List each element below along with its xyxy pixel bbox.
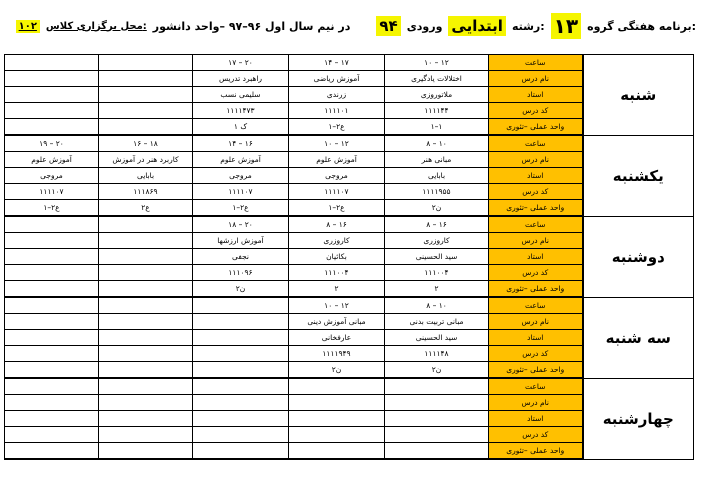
schedule-cell [5, 443, 99, 460]
schedule-cell: ۲ن [289, 362, 385, 379]
entry-value: ۹۴ [376, 16, 400, 36]
schedule-cell [5, 314, 99, 330]
row-label: کد درس [489, 346, 583, 362]
schedule-cell [193, 362, 289, 379]
schedule-cell [385, 443, 489, 460]
location-value: ۱۰۲ [16, 20, 40, 33]
schedule-row [5, 297, 694, 314]
schedule-cell [5, 362, 99, 379]
schedule-cell [5, 265, 99, 281]
schedule-cell: ۱۹ – ۲۰ [5, 135, 99, 152]
schedule-cell [99, 427, 193, 443]
schedule-cell [193, 330, 289, 346]
schedule-cell: ۱۰ – ۱۲ [385, 55, 489, 71]
schedule-cell: عارفخانی [289, 330, 385, 346]
row-label: نام درس [489, 314, 583, 330]
schedule-cell [5, 411, 99, 427]
schedule-cell: ۲ن [385, 200, 489, 217]
schedule-cell: ۱۱۱۱۴۷۳ [193, 103, 289, 119]
schedule-cell: ۱۰ – ۱۲ [289, 135, 385, 152]
schedule-row [5, 378, 694, 395]
schedule-cell [193, 427, 289, 443]
schedule-cell: آموزش ریاضی [289, 71, 385, 87]
location-label: محل برگزاری کلاس: [45, 20, 147, 32]
row-label: نام درس [489, 395, 583, 411]
row-label: واحد عملی –تئوری [489, 119, 583, 136]
schedule-cell: ۱۱۱۸۶۹ [99, 184, 193, 200]
schedule-cell: ۱۸ – ۲۰ [193, 216, 289, 233]
schedule-cell [99, 55, 193, 71]
schedule-cell [289, 427, 385, 443]
schedule-cell: ۱۱۱۰۰۴ [289, 265, 385, 281]
schedule-cell: مبانی هنر [385, 152, 489, 168]
schedule-cell [385, 427, 489, 443]
row-label: نام درس [489, 71, 583, 87]
row-label: ساعت [489, 135, 583, 152]
schedule-cell: ۱۱۱۱۴۸ [385, 346, 489, 362]
schedule-cell: ۲ [385, 281, 489, 298]
schedule-cell [99, 411, 193, 427]
day-name: دوشنبه [583, 216, 694, 297]
schedule-cell: ۱۷ – ۲۰ [193, 55, 289, 71]
schedule-cell [193, 411, 289, 427]
schedule-cell [99, 330, 193, 346]
schedule-cell: آموزش علوم [193, 152, 289, 168]
day-name: سه شنبه [583, 297, 694, 378]
schedule-cell: راهبرد تدریس [193, 71, 289, 87]
schedule-cell: ۱–۲ع [193, 200, 289, 217]
row-label: استاد [489, 168, 583, 184]
schedule-cell: ۱۰ – ۱۲ [289, 297, 385, 314]
schedule-cell [193, 297, 289, 314]
schedule-cell [99, 378, 193, 395]
schedule-cell: ۲ن [193, 281, 289, 298]
schedule-cell: ۱۴ – ۱۷ [289, 55, 385, 71]
schedule-cell [99, 346, 193, 362]
day-name: یکشنبه [583, 135, 694, 216]
schedule-cell: ۱۱۱۱۴۴ [385, 103, 489, 119]
row-label: واحد عملی –تئوری [489, 362, 583, 379]
schedule-title [8, 8, 696, 44]
schedule-cell [99, 297, 193, 314]
schedule-cell: بابایی [385, 168, 489, 184]
schedule-cell [193, 378, 289, 395]
schedule-cell: کاروزری [289, 233, 385, 249]
schedule-cell: بکائیان [289, 249, 385, 265]
schedule-cell [5, 378, 99, 395]
schedule-cell: ۸ – ۱۶ [385, 216, 489, 233]
schedule-cell: ۱۱۱۰۰۴ [385, 265, 489, 281]
schedule-cell: زرندی [289, 87, 385, 103]
row-label: استاد [489, 330, 583, 346]
row-label: استاد [489, 249, 583, 265]
schedule-table [4, 54, 694, 460]
schedule-cell: ۱۱۱۰۹۶ [193, 265, 289, 281]
row-label: کد درس [489, 427, 583, 443]
row-label: کد درس [489, 184, 583, 200]
schedule-cell [5, 216, 99, 233]
schedule-cell [385, 411, 489, 427]
schedule-cell: ۱–۱ [385, 119, 489, 136]
row-label: نام درس [489, 233, 583, 249]
row-label: استاد [489, 87, 583, 103]
schedule-cell [5, 71, 99, 87]
schedule-cell: آموزش علوم [289, 152, 385, 168]
schedule-cell: ۱۱۱۱۰۷ [193, 184, 289, 200]
schedule-cell [99, 249, 193, 265]
schedule-cell [193, 314, 289, 330]
schedule-cell: سید الحسینی [385, 249, 489, 265]
schedule-cell: ۸ – ۱۰ [385, 297, 489, 314]
schedule-cell [5, 233, 99, 249]
schedule-row [5, 216, 694, 233]
schedule-cell: آموزش علوم [5, 152, 99, 168]
schedule-cell: ۲ن [385, 362, 489, 379]
schedule-cell [5, 427, 99, 443]
schedule-cell: ۱۱۱۱۰۷ [289, 184, 385, 200]
schedule-cell [5, 87, 99, 103]
schedule-cell [289, 443, 385, 460]
schedule-cell: کاربرد هنر در آموزش [99, 152, 193, 168]
schedule-cell: نجفی [193, 249, 289, 265]
schedule-cell [99, 119, 193, 136]
schedule-cell: ۱۱۱۱۰۱ [289, 103, 385, 119]
schedule-cell [99, 216, 193, 233]
schedule-row [5, 55, 694, 71]
schedule-cell [193, 443, 289, 460]
field-label: رشته: [511, 19, 545, 33]
schedule-cell: ۱۱۱۱۹۴۹ [289, 346, 385, 362]
schedule-cell: ۱–۲ع [289, 200, 385, 217]
schedule-cell [5, 395, 99, 411]
day-name: چهارشنبه [583, 378, 694, 459]
schedule-cell: ۲ع [99, 200, 193, 217]
schedule-cell [99, 362, 193, 379]
schedule-cell: سلیمی نسب [193, 87, 289, 103]
schedule-cell: ۱۴ – ۱۶ [193, 135, 289, 152]
row-label: استاد [489, 411, 583, 427]
schedule-cell [5, 103, 99, 119]
schedule-cell: ۸ – ۱۶ [289, 216, 385, 233]
schedule-cell [289, 395, 385, 411]
row-label: ساعت [489, 216, 583, 233]
row-label: واحد عملی –تئوری [489, 200, 583, 217]
schedule-cell: مروجی [193, 168, 289, 184]
schedule-cell [99, 281, 193, 298]
entry-label: ورودی [406, 19, 443, 33]
schedule-cell: مروجی [5, 168, 99, 184]
schedule-cell: مبانی آموزش دینی [289, 314, 385, 330]
schedule-cell [99, 87, 193, 103]
schedule-cell [385, 378, 489, 395]
schedule-cell [5, 281, 99, 298]
schedule-cell: کاروزری [385, 233, 489, 249]
schedule-cell [99, 233, 193, 249]
schedule-cell [99, 314, 193, 330]
row-label: واحد عملی –تئوری [489, 281, 583, 298]
schedule-cell [385, 395, 489, 411]
schedule-cell [99, 443, 193, 460]
semester-text: در نیم سال اول ۹۶–۹۷ –واحد دانشور [152, 19, 351, 33]
schedule-cell: ۱۱۱۱۹۵۵ [385, 184, 489, 200]
schedule-cell: آموزش ارزشها [193, 233, 289, 249]
row-label: واحد عملی –تئوری [489, 443, 583, 460]
row-label: ساعت [489, 55, 583, 71]
schedule-cell [289, 378, 385, 395]
schedule-cell [99, 265, 193, 281]
schedule-cell: سید الحسینی [385, 330, 489, 346]
row-label: ساعت [489, 378, 583, 395]
schedule-cell: ۸ – ۱۰ [385, 135, 489, 152]
schedule-cell: مروجی [289, 168, 385, 184]
schedule-cell [193, 346, 289, 362]
schedule-cell: مبانی تربیت بدنی [385, 314, 489, 330]
schedule-cell: اختلالات یادگیری [385, 71, 489, 87]
schedule-cell: ملاتوروزی [385, 87, 489, 103]
schedule-cell [193, 395, 289, 411]
schedule-cell [5, 119, 99, 136]
row-label: کد درس [489, 103, 583, 119]
schedule-cell: ۱–۲ع [5, 200, 99, 217]
program-label: برنامه هفتگی گروه: [587, 19, 696, 33]
schedule-cell: ۱۱۱۱۰۷ [5, 184, 99, 200]
row-label: نام درس [489, 152, 583, 168]
schedule-cell: ۱۶ – ۱۸ [99, 135, 193, 152]
schedule-cell: ۱ ک [193, 119, 289, 136]
schedule-cell [289, 411, 385, 427]
schedule-cell [5, 297, 99, 314]
schedule-cell [99, 395, 193, 411]
schedule-cell: ۱–۲ع [289, 119, 385, 136]
schedule-cell [5, 330, 99, 346]
row-label: ساعت [489, 297, 583, 314]
schedule-row [5, 135, 694, 152]
schedule-cell [5, 55, 99, 71]
field-value: ابتدایی [448, 16, 506, 36]
schedule-cell [5, 346, 99, 362]
group-number: ۱۳ [551, 13, 581, 39]
row-label: کد درس [489, 265, 583, 281]
schedule-cell: ۲ [289, 281, 385, 298]
schedule-cell [99, 71, 193, 87]
schedule-cell [5, 249, 99, 265]
schedule-cell: بابایی [99, 168, 193, 184]
day-name: شنبه [583, 55, 694, 136]
schedule-cell [99, 103, 193, 119]
